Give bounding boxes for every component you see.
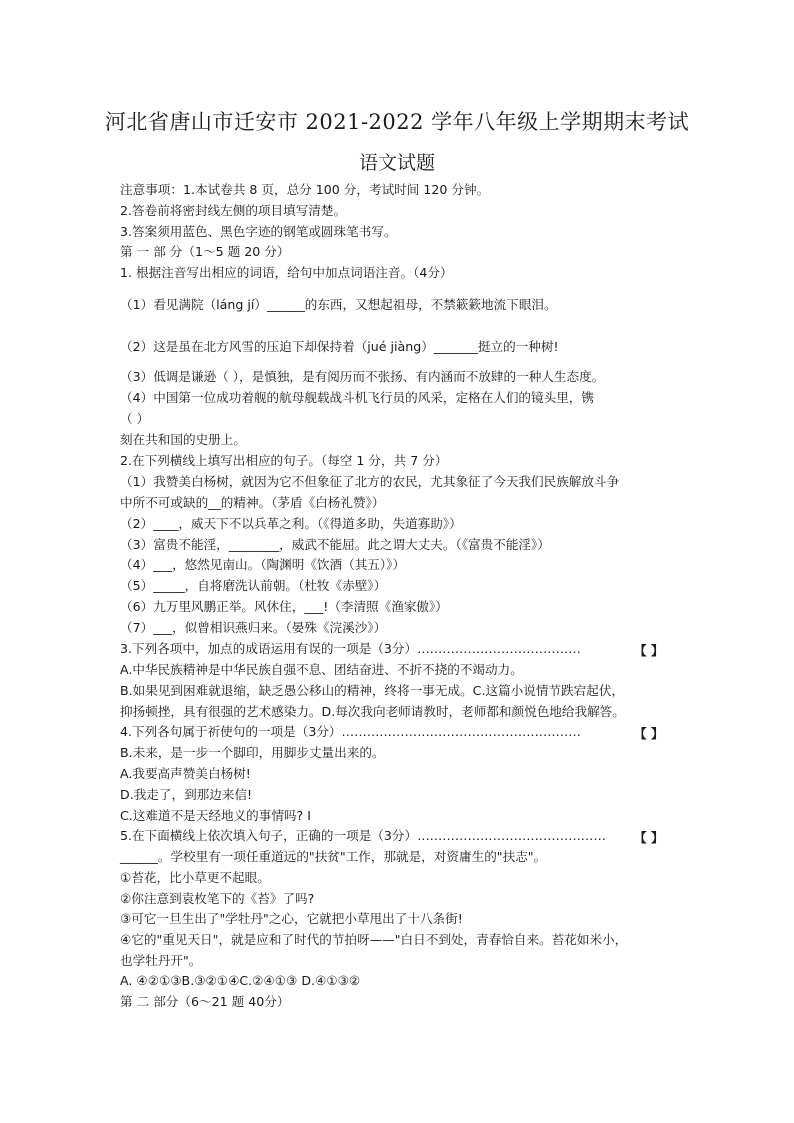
question-item: （4）中国第一位成功着舰的航母舰载战斗机飞行员的风采，定格在人们的镜头里，镌 bbox=[120, 390, 594, 405]
option-line: ①苔花，比小草更不起眼。 bbox=[120, 870, 270, 885]
answer-bracket: 【 】 bbox=[634, 830, 664, 845]
option-line: ④它的"重见天日"，就是应和了时代的节拍呀——"白日不到处，青春恰自来。苔花如米小， bbox=[120, 932, 628, 947]
question-item: （3）低调是谦逊（ ），是慎独，是有阅历而不张扬、有内涵而不放肆的一种人生态度。 bbox=[120, 369, 605, 384]
exam-title: 河北省唐山市迁安市 2021-2022 学年八年级上学期期末考试 bbox=[104, 110, 690, 134]
question-item: 刻在共和国的史册上。 bbox=[120, 432, 246, 447]
question-stem: 2.在下列横线上填写出相应的句子。（每空 1 分，共 7 分） bbox=[120, 453, 448, 468]
option-line: 抑扬顿挫，具有很强的艺术感染力。D.每次我向老师请教时，老师都和颜悦色地给我解答。 bbox=[120, 704, 625, 719]
question-item: （3）富贵不能淫，________，威武不能屈。此之谓大丈夫。（《富贵不能淫》） bbox=[120, 537, 550, 552]
note-line: 2.答卷前将密封线左侧的项目填写清楚。 bbox=[120, 203, 347, 218]
option-line: A.中华民族精神是中华民族自强不息、团结奋进、不折不挠的不竭动力。 bbox=[120, 662, 523, 677]
note-line: 3.答案须用蓝色、黑色字迹的钢笔或圆珠笔书写。 bbox=[120, 224, 397, 239]
option-line: ②你注意到袁枚笔下的《苔》了吗? bbox=[120, 891, 315, 906]
option-line: 也学牡丹开"。 bbox=[120, 953, 202, 968]
part-header: 第 二 部分（6～21 题 40分） bbox=[120, 994, 290, 1009]
option-line: ______。学校里有一项任重道远的"扶贫"工作，那就是，对资庸生的"扶志"。 bbox=[120, 849, 547, 864]
answer-bracket: 【 】 bbox=[634, 726, 664, 741]
option-line: ③可它一旦生出了"学牡丹"之心，它就把小草甩出了十八条街! bbox=[120, 911, 463, 926]
question-stem: 3.下列各项中，加点的成语运用有误的一项是（3分）………………………………… bbox=[120, 641, 581, 656]
question-stem: 1. 根据注音写出相应的词语，给句中加点词语注音。（4分） bbox=[120, 265, 453, 280]
question-item: （6）九万里风鹏正举。风休住，___!（李清照《渔家傲》） bbox=[120, 599, 448, 614]
option-line: B.未来，是一步一个脚印，用脚步丈量出来的。 bbox=[120, 745, 385, 760]
question-item: （ ） bbox=[120, 411, 150, 426]
question-item: （1）我赞美白杨树，就因为它不但象征了北方的农民，尤其象征了今天我们民族解放斗争 bbox=[120, 474, 620, 489]
option-line: D.我走了，到那边来信! bbox=[120, 787, 253, 802]
question-item: （2）这是虽在北方风雪的压迫下却保持着（jué jiàng）_______挺立的一种树! bbox=[120, 339, 559, 354]
question-item: （1）看见满院（láng jí）______的东西，又想起祖母，不禁簌簌地流下眼泪。 bbox=[120, 297, 557, 312]
question-item: 中所不可或缺的__的精神。（茅盾《白杨礼赞》） bbox=[120, 495, 385, 510]
question-stem: 4.下列各句属于祈使句的一项是（3分）………………………………………………… bbox=[120, 724, 581, 739]
option-line: C.这难道不是天经地义的事情吗? I bbox=[120, 808, 311, 823]
question-item: （7）___，似曾相识燕归来。（晏殊《浣溪沙》） bbox=[120, 620, 387, 635]
question-item: （5）_____，自将磨洗认前朝。（杜牧《赤壁》） bbox=[120, 578, 387, 593]
answer-bracket: 【 】 bbox=[634, 643, 664, 658]
part-header: 第 一 部 分（1～5 题 20 分） bbox=[120, 244, 290, 259]
exam-subtitle: 语文试题 bbox=[358, 152, 435, 174]
question-stem: 5.在下面横线上依次填入句子，正确的一项是（3分）……………………………………… bbox=[120, 828, 606, 843]
option-line: B.如果见到困难就退缩，缺乏愚公移山的精神，终将一事无成。C.这篇小说情节跌宕起伏， bbox=[120, 683, 625, 698]
question-item: （4）___，悠然见南山。（陶渊明《饮酒（其五）》） bbox=[120, 557, 406, 572]
question-item: （2）____，威天下不以兵革之利。（《得道多助，失道寡助》） bbox=[120, 516, 462, 531]
note-line: 注意事项：1.本试卷共 8 页，总分 100 分，考试时间 120 分钟。 bbox=[120, 182, 490, 197]
option-line: A. ④②①③B.③②①④C.②④①③ D.④①③② bbox=[120, 973, 361, 988]
option-line: A.我要高声赞美白杨树! bbox=[120, 766, 251, 781]
